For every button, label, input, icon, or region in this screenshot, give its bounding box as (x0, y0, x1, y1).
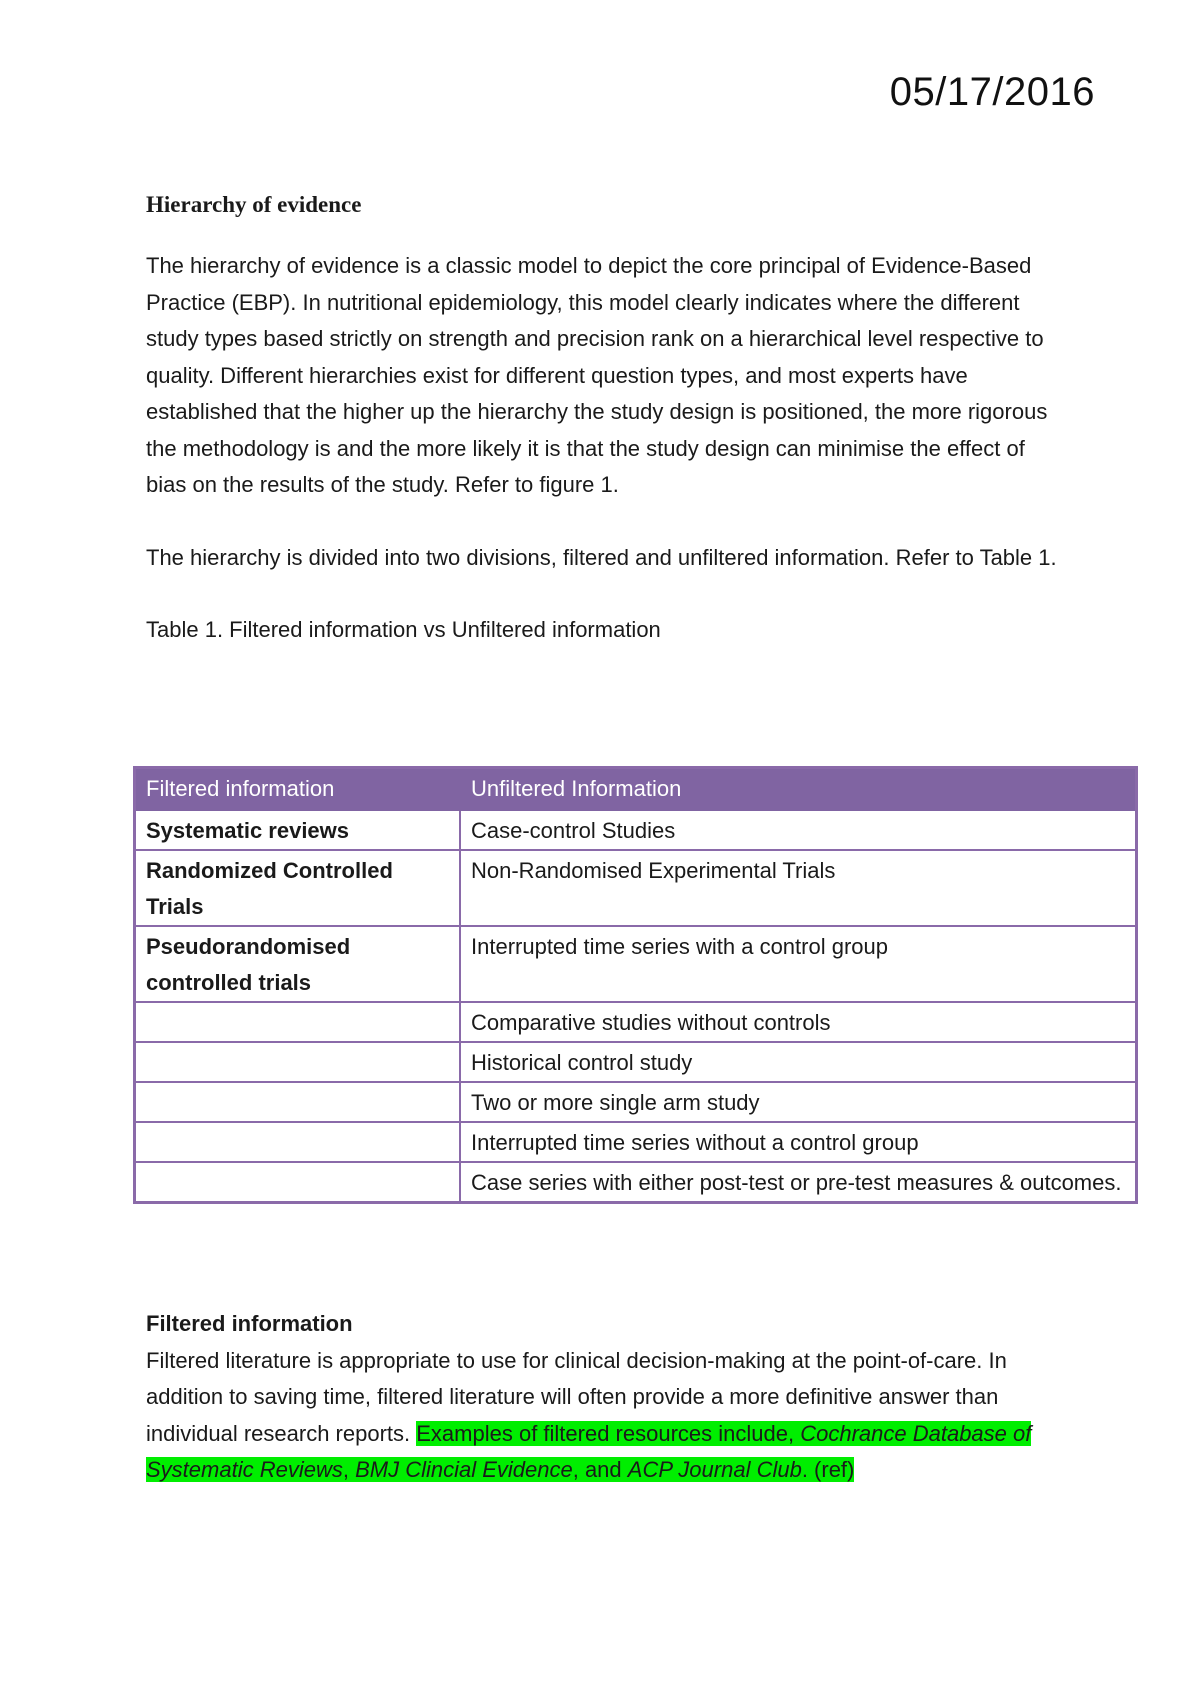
unfiltered-cell: Interrupted time series with a control group (460, 926, 1137, 1002)
resource-acp: ACP Journal Club (627, 1457, 802, 1482)
filtered-cell (135, 1082, 461, 1122)
reference-text: . (ref) (801, 1457, 855, 1482)
table-row (135, 1002, 1137, 1042)
subsection-title: Filtered information (146, 1311, 353, 1336)
table-row (135, 810, 1137, 850)
paragraph-divisions: The hierarchy is divided into two divisions, filtered and unfiltered information. Refer to Table 1. (146, 544, 1057, 570)
filtered-cell (135, 1122, 461, 1162)
filtered-information-section (146, 1306, 1086, 1489)
evidence-table (133, 766, 1138, 1204)
resource-bmj: BMJ Clincial Evidence (355, 1457, 573, 1482)
table-row (135, 1162, 1137, 1203)
highlight-intro: Examples of filtered resources include, (416, 1420, 801, 1446)
unfiltered-cell: Comparative studies without controls (460, 1002, 1137, 1042)
paragraph-hierarchy-intro: The hierarchy of evidence is a classic model to depict the core principal of Evidence-Based Practice (EBP). In nutritional epidemiology, this model clearly indicates where the different study types based strictly on strength and precision rank on a hierarchical level respective to quality. Different hierarchies exist for different question types, and most experts have established that the higher up the hierarchy the study design is positioned, the more rigorous the methodology is and the more likely it is that the study design can minimise the effect of bias on the results of the study. Refer to figure 1. (146, 253, 1048, 497)
header-filtered: Filtered information (135, 768, 461, 811)
unfiltered-cell: Non-Randomised Experimental Trials (460, 850, 1137, 926)
table-header-row (135, 768, 1137, 811)
document-date: 05/17/2016 (889, 70, 1095, 114)
resource-cochrane: Cochrance Database of Systematic Reviews (146, 1420, 1032, 1482)
unfiltered-cell: Interrupted time series without a control group (460, 1122, 1137, 1162)
separator-text: , and (572, 1457, 628, 1482)
filtered-text: Filtered literature is appropriate to use for clinical decision-making at the point-of-care. In addition to saving time, filtered literature will often provide a more definitive answer than individual research reports. (146, 1347, 1007, 1446)
table-row (135, 850, 1137, 926)
filtered-paragraph (146, 1343, 1086, 1489)
table-row (135, 1122, 1137, 1162)
filtered-cell (135, 1002, 461, 1042)
filtered-cell: Systematic reviews (135, 810, 461, 850)
filtered-cell (135, 1162, 461, 1203)
table-caption: Table 1. Filtered information vs Unfiltered information (146, 617, 661, 642)
unfiltered-cell: Case series with either post-test or pre-test measures & outcomes. (460, 1162, 1137, 1203)
unfiltered-cell: Case-control Studies (460, 810, 1137, 850)
unfiltered-cell: Historical control study (460, 1042, 1137, 1082)
document-body (146, 186, 1076, 678)
separator-text: , (342, 1457, 356, 1482)
filtered-cell: Pseudorandomised controlled trials (135, 926, 461, 1002)
section-heading: Hierarchy of evidence (146, 192, 362, 217)
unfiltered-cell: Two or more single arm study (460, 1082, 1137, 1122)
table-row (135, 926, 1137, 1002)
filtered-cell: Randomized Controlled Trials (135, 850, 461, 926)
table-row (135, 1042, 1137, 1082)
table-row (135, 1082, 1137, 1122)
header-unfiltered: Unfiltered Information (460, 768, 1137, 811)
filtered-cell (135, 1042, 461, 1082)
